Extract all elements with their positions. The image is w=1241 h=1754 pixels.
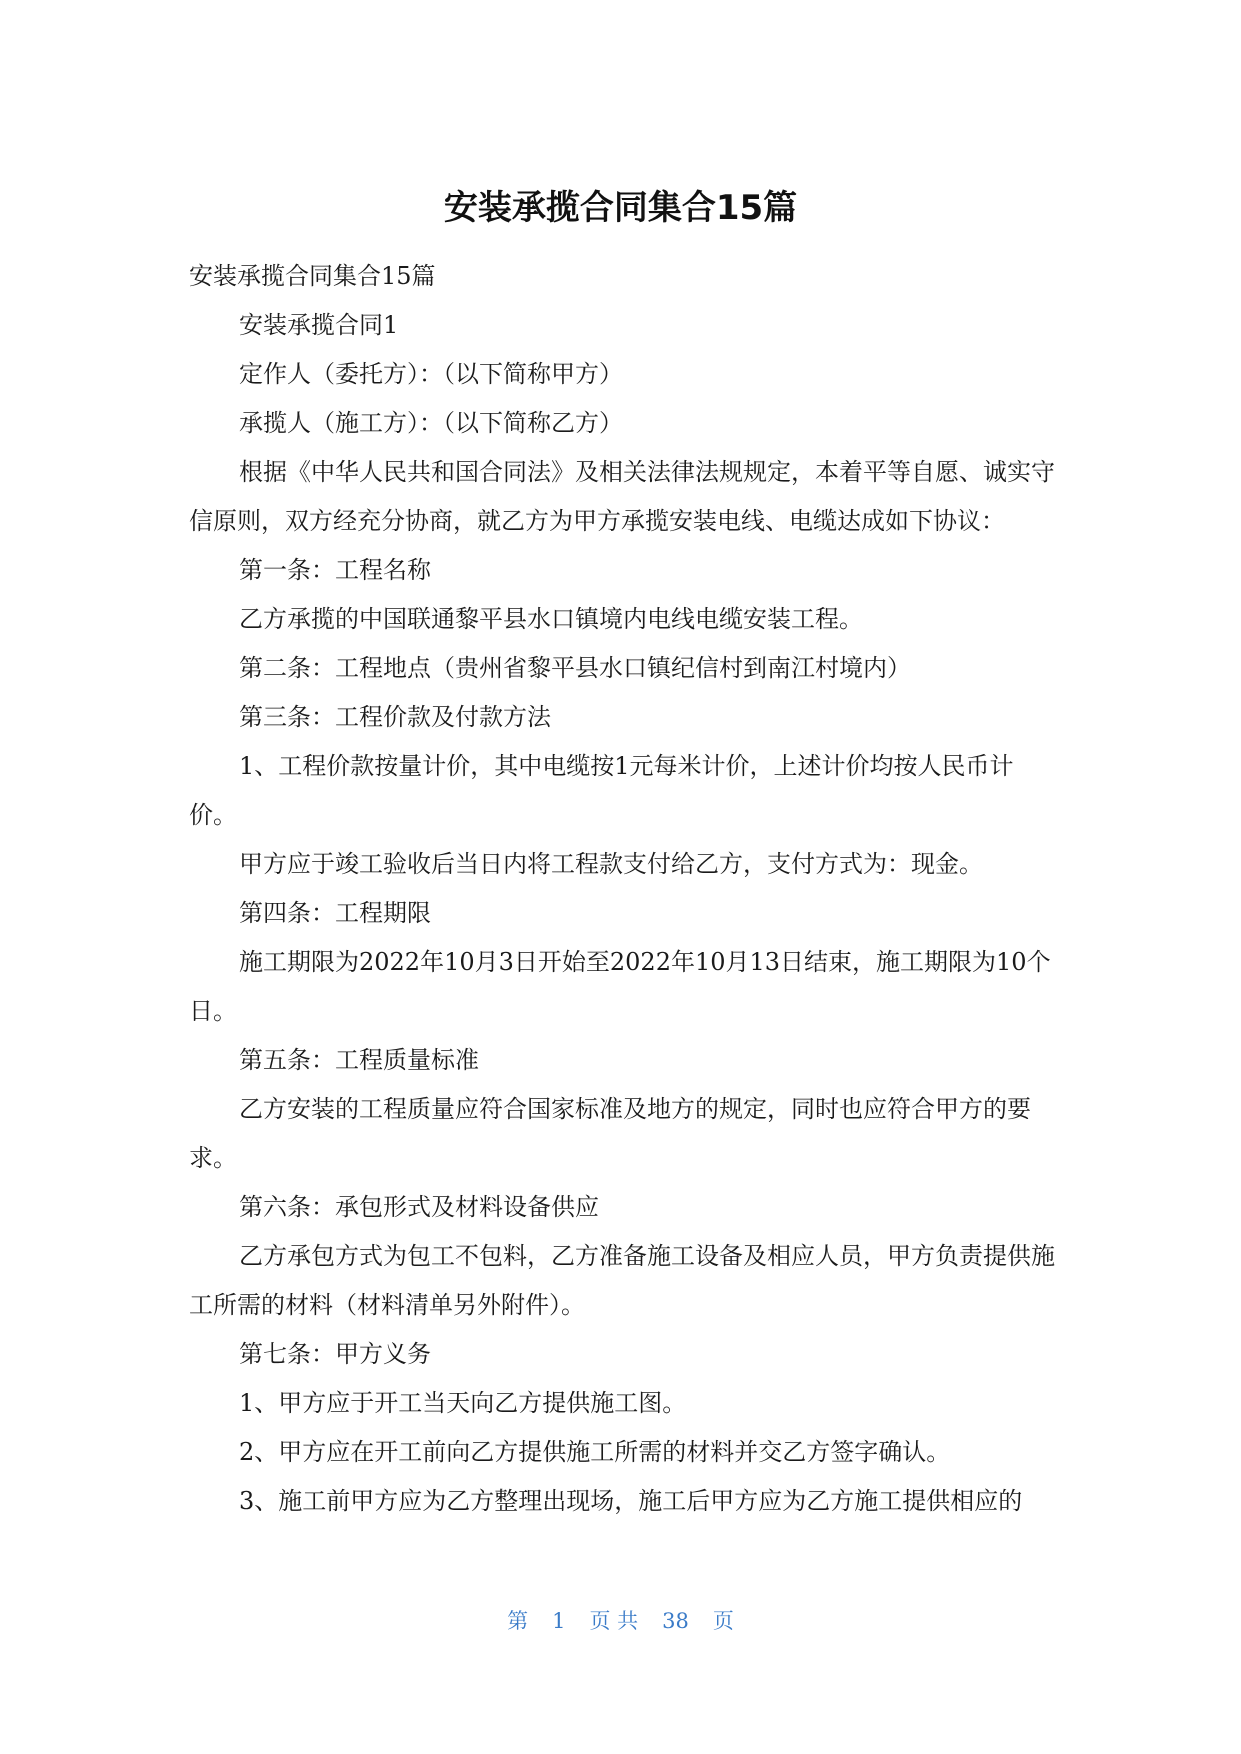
body-paragraph: 1、甲方应于开工当天向乙方提供施工图。 bbox=[239, 1389, 687, 1417]
page-footer bbox=[0, 1605, 1241, 1635]
body-paragraph: 3、施工前甲方应为乙方整理出现场，施工后甲方应为乙方施工提供相应的 bbox=[239, 1487, 1023, 1515]
body-paragraph: 1、工程价款按量计价，其中电缆按1元每米计价，上述计价均按人民币计价。 bbox=[189, 752, 1014, 829]
body-paragraph: 安装承揽合同集合15篇 bbox=[189, 262, 436, 290]
body-paragraph: 甲方应于竣工验收后当日内将工程款支付给乙方，支付方式为：现金。 bbox=[239, 850, 983, 878]
document-body bbox=[189, 252, 1057, 1526]
body-paragraph: 施工期限为2022年10月3日开始至2022年10月13日结束，施工期限为10个日。 bbox=[189, 948, 1051, 1025]
body-paragraph: 承揽人（施工方）：（以下简称乙方） bbox=[239, 409, 623, 437]
footer-current-page: 1 bbox=[552, 1609, 566, 1633]
body-paragraph: 第五条：工程质量标准 bbox=[239, 1046, 479, 1074]
body-paragraph: 第六条：承包形式及材料设备供应 bbox=[239, 1193, 599, 1221]
footer-total-pages: 38 bbox=[662, 1609, 689, 1633]
body-paragraph: 第一条：工程名称 bbox=[239, 556, 431, 584]
body-paragraph: 第三条：工程价款及付款方法 bbox=[239, 703, 551, 731]
footer-label-page: 第 bbox=[507, 1609, 529, 1633]
document-title: 安装承揽合同集合15篇 bbox=[443, 188, 798, 228]
footer-label-of: 页 共 bbox=[589, 1609, 639, 1633]
body-paragraph: 定作人（委托方）：（以下简称甲方） bbox=[239, 360, 623, 388]
body-paragraph: 第七条：甲方义务 bbox=[239, 1340, 431, 1368]
body-paragraph: 根据《中华人民共和国合同法》及相关法律法规规定，本着平等自愿、诚实守信原则，双方经充分协商，就乙方为甲方承揽安装电线、电缆达成如下协议： bbox=[189, 458, 1055, 535]
body-paragraph: 安装承揽合同1 bbox=[239, 311, 399, 339]
body-paragraph: 第四条：工程期限 bbox=[239, 899, 431, 927]
body-paragraph: 乙方安装的工程质量应符合国家标准及地方的规定，同时也应符合甲方的要求。 bbox=[189, 1095, 1031, 1172]
body-paragraph: 乙方承揽的中国联通黎平县水口镇境内电线电缆安装工程。 bbox=[239, 605, 863, 633]
footer-label-end: 页 bbox=[712, 1609, 734, 1633]
body-paragraph: 第二条：工程地点（贵州省黎平县水口镇纪信村到南江村境内） bbox=[239, 654, 911, 682]
body-paragraph: 2、甲方应在开工前向乙方提供施工所需的材料并交乙方签字确认。 bbox=[239, 1438, 951, 1466]
body-paragraph: 乙方承包方式为包工不包料，乙方准备施工设备及相应人员，甲方负责提供施工所需的材料（材料清单另外附件）。 bbox=[189, 1242, 1055, 1319]
